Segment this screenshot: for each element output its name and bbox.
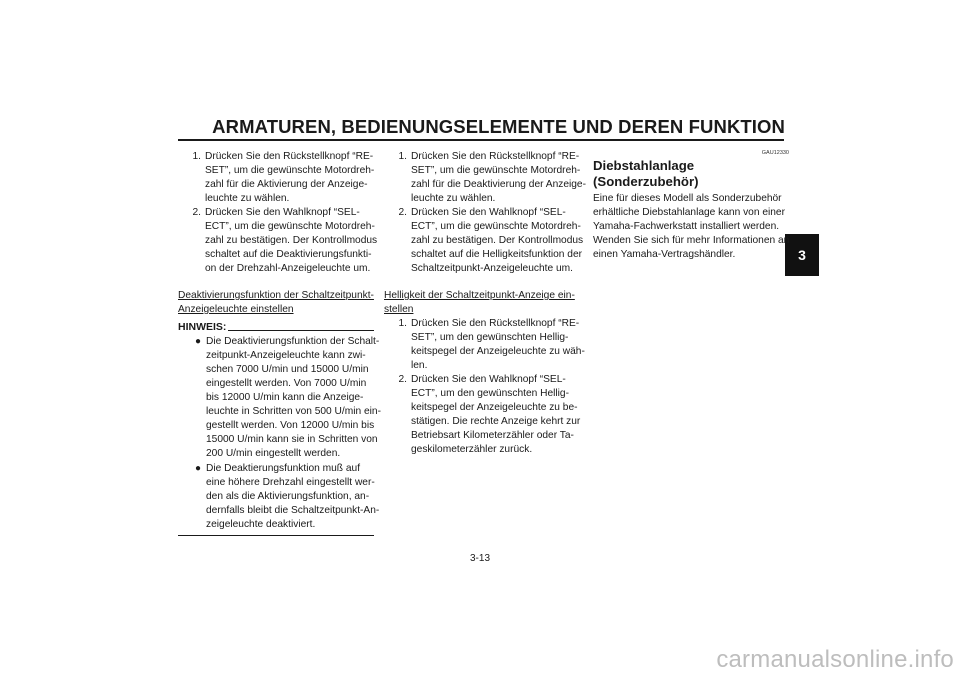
- step-number: 2.: [398, 207, 407, 218]
- text-line: ECT”, um die gewünschte Motordreh-: [411, 221, 581, 232]
- text-line: Eine für dieses Modell als Sonderzubehör: [593, 193, 782, 204]
- text-line: schaltet auf die Helligkeitsfunktion der: [411, 249, 583, 260]
- text-line: bis 12000 U/min kann die Anzeige-: [206, 392, 364, 403]
- section-body: [593, 192, 789, 262]
- text-line: Die Deaktivierungsfunktion der Schalt-: [206, 336, 380, 347]
- text-line: geskilometerzähler zurück.: [411, 444, 533, 455]
- text-line: len.: [411, 360, 428, 371]
- step-1: [384, 317, 585, 373]
- text-line: Schaltzeitpunkt-Anzeigeleuchte um.: [411, 263, 573, 274]
- text-line: Drücken Sie den Rückstellknopf “RE-: [411, 151, 580, 162]
- text-line: Diebstahlanlage: [593, 158, 695, 173]
- page-number: 3-13: [469, 553, 490, 564]
- text-line: Yamaha-Fachwerkstatt installiert werden.: [593, 221, 780, 232]
- chapter-tab: 3: [785, 234, 819, 276]
- section-heading: [593, 158, 789, 190]
- column-3: [593, 150, 789, 262]
- text-line: Drücken Sie den Rückstellknopf “RE-: [205, 151, 374, 162]
- text-line: dernfalls bleibt die Schaltzeitpunkt-An-: [206, 505, 380, 516]
- text-line: keitspegel der Anzeigeleuchte zu wäh-: [411, 346, 585, 357]
- step-number: 1.: [192, 151, 201, 162]
- step-text: [411, 373, 580, 457]
- text-line: schen 7000 U/min und 15000 U/min: [206, 364, 369, 375]
- text-line: den als die Aktivierungsfunktion, an-: [206, 491, 370, 502]
- text-line: 15000 U/min kann sie in Schritten von: [206, 434, 378, 445]
- text-line: Drücken Sie den Wahlknopf “SEL-: [205, 207, 360, 218]
- note-end-rule: [178, 535, 374, 536]
- text-line: zeitpunkt-Anzeigeleuchte kann zwi-: [206, 350, 366, 361]
- step-1: [384, 150, 586, 206]
- bullet-icon: ●: [194, 463, 201, 474]
- text-line: 200 U/min eingestellt werden.: [206, 448, 341, 459]
- bullet-text: [206, 462, 379, 532]
- page-title: ARMATUREN, BEDIENUNGSELEMENTE UND DEREN FUNKTION: [212, 116, 785, 137]
- text-line: ECT”, um den gewünschten Hellig-: [411, 388, 569, 399]
- subheading-deactivation: [178, 289, 374, 317]
- step-number: 2.: [192, 207, 201, 218]
- text-line: Betriebsart Kilometerzähler oder Ta-: [411, 430, 574, 441]
- text-line: einen Yamaha-Vertragshändler.: [593, 249, 736, 260]
- step-2: [384, 206, 584, 276]
- note-label: HINWEIS:: [178, 321, 227, 333]
- text-line: erhältliche Diebstahlanlage kann von einer: [593, 207, 785, 218]
- column-2: [384, 150, 586, 457]
- text-line: gestellt werden. Von 12000 U/min bis: [206, 420, 375, 431]
- text-line: Anzeigeleuchte einstellen: [178, 304, 294, 315]
- subheading-brightness: [384, 289, 580, 317]
- bullet-text: [206, 335, 381, 461]
- reference-code: GAU12330: [761, 150, 789, 156]
- step-1: [178, 150, 374, 206]
- step-2: [384, 373, 580, 457]
- note-rule: [228, 330, 374, 331]
- step-text: [411, 317, 585, 373]
- text-line: keitspegel der Anzeigeleuchte zu be-: [411, 402, 578, 413]
- text-line: zahl zu bestätigen. Der Kontrollmodus: [411, 235, 584, 246]
- text-line: Wenden Sie sich für mehr Informationen an: [593, 235, 790, 246]
- text-line: zahl zu bestätigen. Der Kontrollmodus: [205, 235, 378, 246]
- step-text: [205, 150, 374, 206]
- text-line: leuchte in Schritten von 500 U/min ein-: [206, 406, 381, 417]
- text-line: Helligkeit der Schaltzeitpunkt-Anzeige ein-: [384, 290, 575, 301]
- text-line: zeigeleuchte deaktiviert.: [206, 519, 316, 530]
- text-line: stellen: [384, 304, 414, 315]
- text-line: Die Deaktierungsfunktion muß auf: [206, 463, 361, 474]
- text-line: Deaktivierungsfunktion der Schaltzeitpunkt-: [178, 290, 374, 301]
- step-number: 1.: [398, 318, 407, 329]
- text-line: zahl für die Deaktivierung der Anzeige-: [411, 179, 586, 190]
- text-line: Drücken Sie den Wahlknopf “SEL-: [411, 207, 566, 218]
- bullet-icon: ●: [194, 336, 201, 347]
- text-line: eine höhere Drehzahl eingestellt wer-: [206, 477, 375, 488]
- note-bullet-2: [178, 462, 380, 532]
- watermark: carmanualsonline.info: [716, 646, 954, 673]
- text-line: eingestellt werden. Von 7000 U/min: [206, 378, 367, 389]
- step-number: 2.: [398, 374, 407, 385]
- text-line: zahl für die Aktivierung der Anzeige-: [205, 179, 368, 190]
- step-2: [178, 206, 378, 276]
- text-line: SET”, um die gewünschte Motordreh-: [411, 165, 581, 176]
- text-line: stätigen. Die rechte Anzeige kehrt zur: [411, 416, 581, 427]
- text-line: Drücken Sie den Rückstellknopf “RE-: [411, 318, 580, 329]
- step-text: [411, 150, 586, 206]
- text-line: SET”, um die gewünschte Motordreh-: [205, 165, 375, 176]
- step-text: [205, 206, 377, 276]
- note-bullet-1: [178, 335, 381, 461]
- text-line: SET”, um den gewünschten Hellig-: [411, 332, 569, 343]
- text-line: (Sonderzubehör): [593, 174, 699, 189]
- note-header: [178, 320, 374, 334]
- text-line: on der Drehzahl-Anzeigeleuchte um.: [205, 263, 371, 274]
- title-rule: [178, 139, 784, 141]
- text-line: leuchte zu wählen.: [205, 193, 290, 204]
- text-line: leuchte zu wählen.: [411, 193, 496, 204]
- text-line: Drücken Sie den Wahlknopf “SEL-: [411, 374, 566, 385]
- step-text: [411, 206, 583, 276]
- text-line: ECT”, um die gewünschte Motordreh-: [205, 221, 375, 232]
- text-line: schaltet auf die Deaktivierungsfunkti-: [205, 249, 372, 260]
- step-number: 1.: [398, 151, 407, 162]
- column-1: [178, 150, 381, 536]
